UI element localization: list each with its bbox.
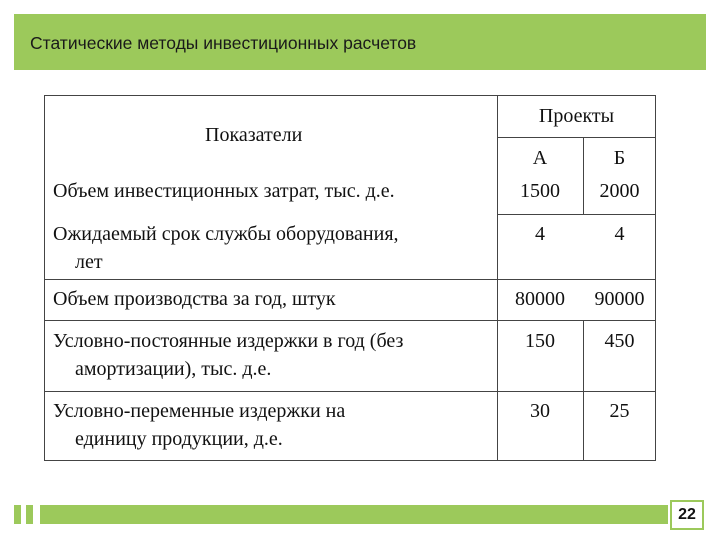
row-label-text: Условно-переменные издержки на: [53, 400, 346, 422]
row-label-text: единицу продукции, д.е.: [75, 428, 283, 450]
row-label-text: Объем инвестиционных затрат, тыс. д.е.: [53, 180, 395, 202]
title-bar: [14, 14, 706, 70]
row-label-text: лет: [75, 251, 103, 273]
indicators-header: Показатели: [205, 124, 303, 146]
page-number: 22: [670, 500, 704, 530]
table-row-label: [53, 285, 493, 313]
row-value-a: 4: [535, 223, 545, 245]
table-row-label: [53, 327, 493, 383]
table-divider: [497, 214, 656, 215]
row-value-a: 1500: [520, 180, 560, 202]
table-divider: [45, 279, 656, 280]
row-label-text: Условно-постоянные издержки в год (без: [53, 330, 404, 352]
row-value-b: 4: [614, 223, 625, 245]
table-divider: [497, 137, 656, 138]
row-value-a: 80000: [515, 288, 565, 310]
column-a-header: А: [532, 147, 548, 169]
row-value-b: 2000: [599, 180, 640, 202]
column-b-header: Б: [613, 147, 626, 169]
row-label-text: Объем производства за год, штук: [53, 288, 336, 310]
table-row-label: [53, 220, 493, 276]
table-row-label: [53, 177, 493, 205]
table-divider: [45, 320, 656, 321]
table-divider: [45, 391, 656, 392]
row-value-a: 150: [525, 330, 555, 352]
row-label-text: Ожидаемый срок службы оборудования,: [53, 223, 399, 245]
indicators-table: [44, 95, 656, 461]
row-value-b: 25: [609, 400, 630, 422]
row-label-text: амортизации), тыс. д.е.: [75, 358, 272, 380]
footer-bar: [40, 505, 668, 524]
table-row-label: [53, 397, 493, 453]
row-value-b: 450: [604, 330, 635, 352]
row-value-b: 90000: [594, 288, 645, 310]
footer-stripe: [14, 505, 21, 524]
footer-stripe: [26, 505, 33, 524]
slide-title: Статические методы инвестиционных расчетов: [30, 33, 417, 53]
row-value-a: 30: [530, 400, 550, 422]
projects-header: Проекты: [538, 105, 615, 127]
